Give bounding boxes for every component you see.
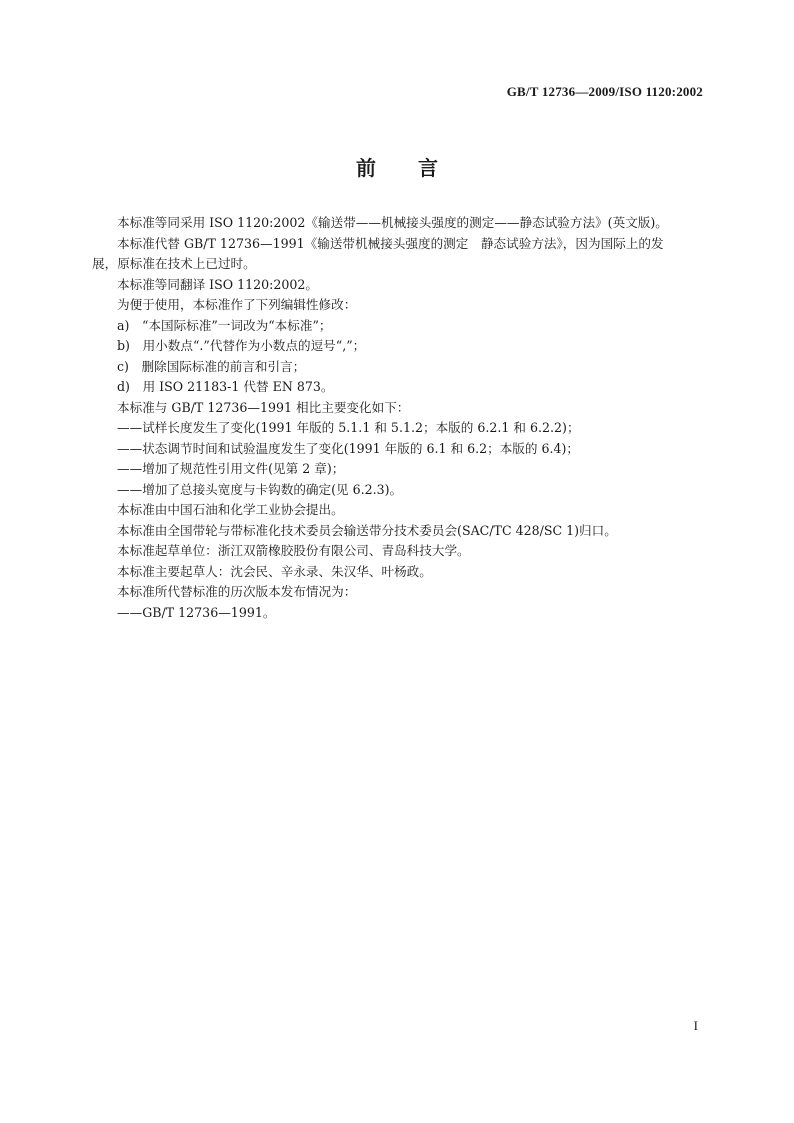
list-item: ——GB/T 12736—1991。 (117, 604, 276, 620)
list-item: ——增加了规范性引用文件(见第 2 章)； (117, 461, 345, 476)
foreword-body (92, 213, 704, 623)
paragraph-line: 本标准等同翻译 ISO 1120:2002。 (117, 276, 319, 292)
paragraph-line: 本标准主要起草人：沈会民、辛永录、朱汉华、叶杨政。 (117, 563, 432, 579)
page-number: I (693, 1018, 698, 1033)
paragraph-line: 本标准等同采用 ISO 1120:2002《输送带——机械接头强度的测定——静态试验方法》(英文版)。 (117, 215, 668, 230)
paragraph-line: 本标准起草单位：浙江双箭橡胶股份有限公司、青岛科技大学。 (117, 543, 470, 558)
list-item: ——试样长度发生了变化(1991 年版的 5.1.1 和 5.1.2；本版的 6.2.1 和 6.2.2)； (117, 420, 580, 435)
paragraph-line: 为便于使用，本标准作了下列编辑性修改： (117, 297, 357, 312)
paragraph-line: 本标准由中国石油和化学工业协会提出。 (117, 502, 344, 517)
paragraph-line: 本标准由全国带轮与带标准化技术委员会输送带分技术委员会(SAC/TC 428/SC 1)归口。 (117, 522, 617, 538)
paragraph-line: 本标准与 GB/T 12736—1991 相比主要变化如下： (117, 399, 410, 415)
paragraph-line: 本标准所代替标准的历次版本发布情况为： (117, 584, 357, 599)
standard-code-header: GB/T 12736—2009/ISO 1120:2002 (506, 84, 703, 99)
paragraph-line: 本标准代替 GB/T 12736—1991《输送带机械接头强度的测定 静态试验方法》，因为国际上的发 (117, 235, 664, 251)
list-item: d) 用 ISO 21183-1 代替 EN 873。 (117, 379, 334, 394)
list-item: ——增加了总接头宽度与卡钩数的确定(见 6.2.3)。 (117, 481, 403, 497)
list-item: a) “本国际标准”一词改为“本标准”； (117, 317, 332, 333)
paragraph-line: 展，原标准在技术上已过时。 (92, 256, 256, 271)
list-item: b) 用小数点“.”代替作为小数点的逗号“,”； (117, 338, 366, 353)
list-item: ——状态调节时间和试验温度发生了变化(1991 年版的 6.1 和 6.2；本版的 6.4)； (117, 440, 580, 456)
page-title: 前言 (356, 156, 480, 180)
list-item: c) 删除国际标准的前言和引言； (117, 358, 306, 374)
